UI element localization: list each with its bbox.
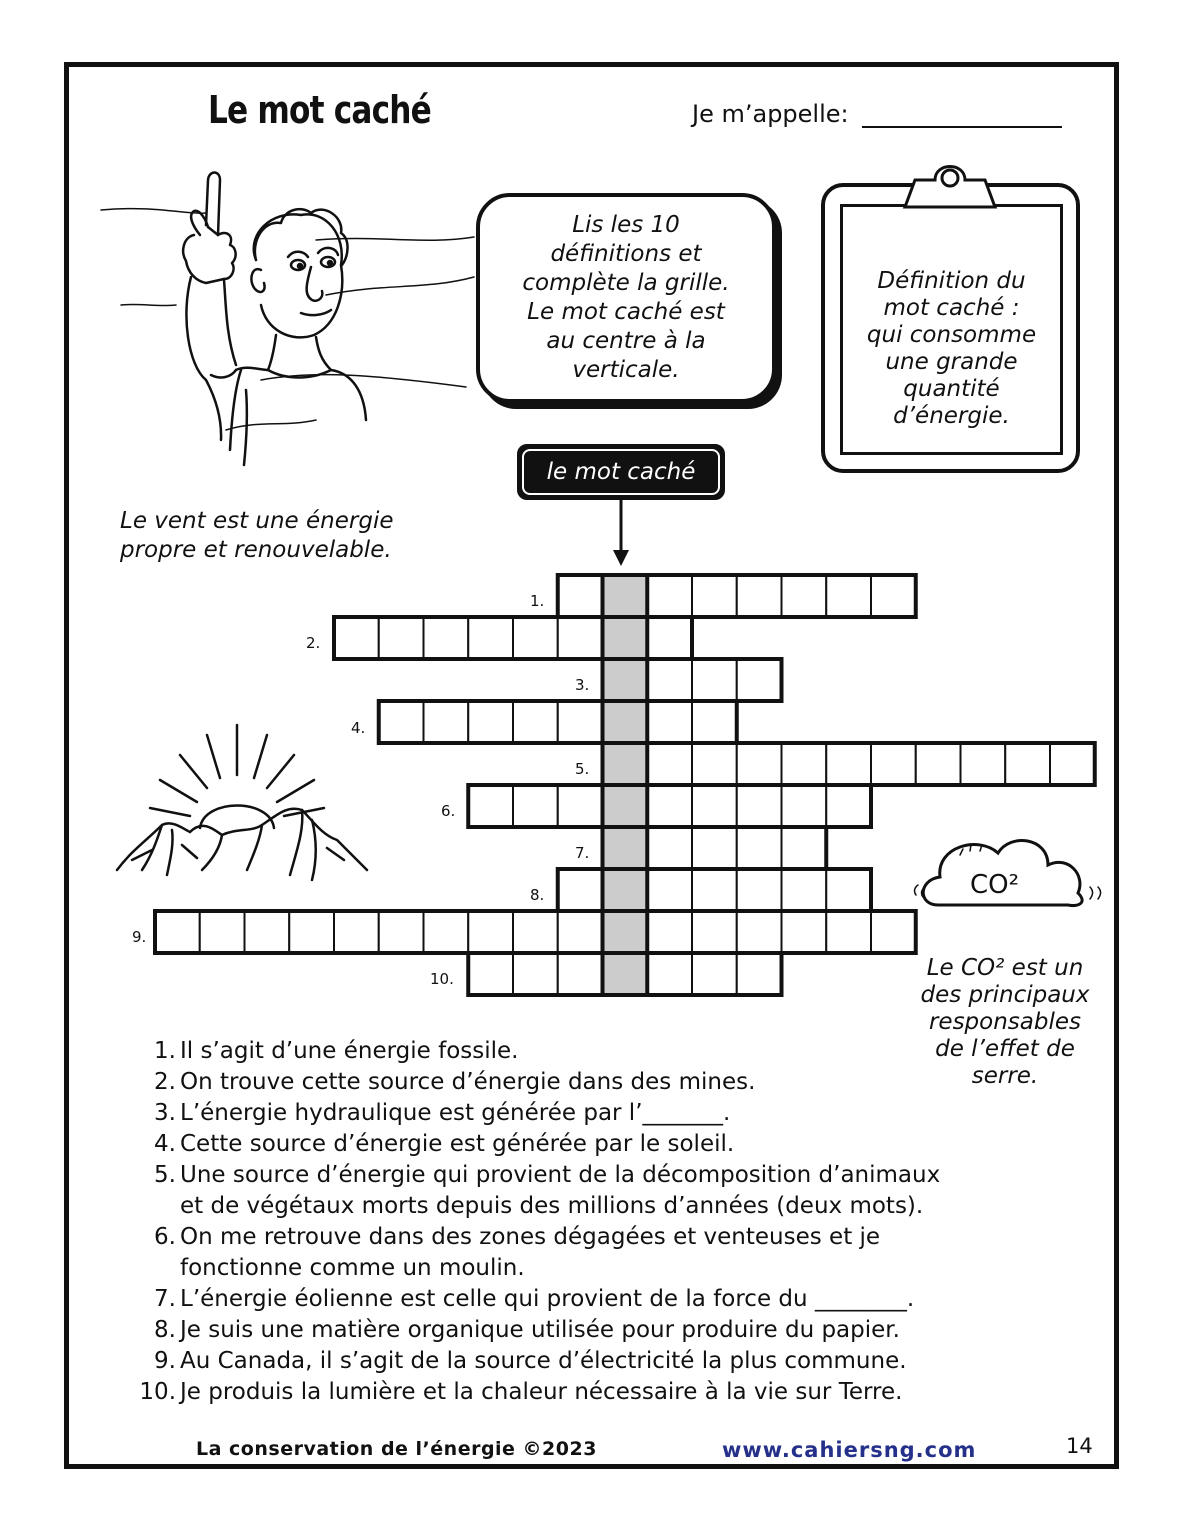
- grid-number-7: 7.: [575, 844, 590, 862]
- instruction-line: Le mot caché est: [527, 299, 725, 325]
- hidden-word-cell[interactable]: [603, 785, 648, 827]
- clue-item: [130, 1346, 940, 1377]
- grid-cell[interactable]: [647, 701, 692, 743]
- wind-caption-line: propre et renouvelable.: [120, 537, 392, 563]
- grid-cell[interactable]: [289, 911, 334, 953]
- instruction-line: verticale.: [572, 357, 680, 383]
- grid-cell[interactable]: [334, 617, 379, 659]
- grid-cell[interactable]: [871, 575, 916, 617]
- grid-number-8: 8.: [530, 886, 545, 904]
- grid-cell[interactable]: [782, 785, 827, 827]
- grid-cell[interactable]: [245, 911, 290, 953]
- hidden-word-cell[interactable]: [603, 659, 648, 701]
- clue-number: 5.: [154, 1162, 176, 1188]
- clue-item: [130, 1377, 940, 1408]
- grid-cell[interactable]: [155, 911, 200, 953]
- clue-number: 2.: [154, 1069, 176, 1095]
- grid-cell[interactable]: [513, 953, 558, 995]
- footer-url-link[interactable]: www.cahiersng.com: [722, 1438, 977, 1462]
- hidden-word-cell[interactable]: [603, 617, 648, 659]
- co2-caption-line: responsables: [928, 1009, 1082, 1035]
- grid-cell[interactable]: [916, 743, 961, 785]
- grid-cell[interactable]: [513, 701, 558, 743]
- clue-number: 3.: [154, 1100, 176, 1126]
- instruction-line: au centre à la: [546, 328, 706, 354]
- clue-item: [130, 1067, 940, 1098]
- grid-cell[interactable]: [826, 785, 871, 827]
- grid-cell[interactable]: [379, 701, 424, 743]
- clue-text: Au Canada, il s’agit de la source d’électricité la plus commune.: [180, 1348, 907, 1374]
- grid-cell[interactable]: [334, 911, 379, 953]
- grid-cell[interactable]: [737, 827, 782, 869]
- co2-caption-line: des principaux: [920, 982, 1090, 1008]
- grid-cell[interactable]: [647, 659, 692, 701]
- grid-cell[interactable]: [647, 575, 692, 617]
- grid-cell[interactable]: [826, 743, 871, 785]
- grid-cell[interactable]: [782, 911, 827, 953]
- grid-cell[interactable]: [692, 953, 737, 995]
- grid-cell[interactable]: [782, 827, 827, 869]
- definition-line: une grande: [885, 349, 1018, 375]
- grid-cell[interactable]: [826, 911, 871, 953]
- instruction-line: complète la grille.: [522, 270, 730, 296]
- grid-cell[interactable]: [737, 659, 782, 701]
- grid-cell[interactable]: [558, 869, 603, 911]
- co2-caption-line: Le CO² est un: [926, 955, 1084, 981]
- grid-cell[interactable]: [379, 911, 424, 953]
- grid-cell[interactable]: [647, 743, 692, 785]
- grid-cell[interactable]: [737, 911, 782, 953]
- grid-cell[interactable]: [737, 953, 782, 995]
- grid-cell[interactable]: [558, 785, 603, 827]
- grid-cell[interactable]: [826, 575, 871, 617]
- page-title: Le mot caché: [208, 88, 431, 132]
- grid-cell[interactable]: [424, 617, 469, 659]
- hidden-word-cell[interactable]: [603, 911, 648, 953]
- hidden-word-cell[interactable]: [603, 701, 648, 743]
- instruction-line: définitions et: [550, 241, 702, 267]
- grid-number-6: 6.: [441, 802, 456, 820]
- clue-number: 10.: [139, 1379, 176, 1405]
- grid-cell[interactable]: [468, 701, 513, 743]
- grid-cell[interactable]: [468, 785, 513, 827]
- grid-cell[interactable]: [647, 827, 692, 869]
- grid-number-1: 1.: [530, 592, 545, 610]
- grid-cell[interactable]: [379, 617, 424, 659]
- clue-text: Je produis la lumière et la chaleur nécessaire à la vie sur Terre.: [180, 1379, 903, 1405]
- grid-cell[interactable]: [558, 575, 603, 617]
- clue-item: [130, 1098, 940, 1129]
- grid-number-2: 2.: [306, 634, 321, 652]
- clue-item: [130, 1222, 940, 1253]
- clue-number: 1.: [154, 1038, 176, 1064]
- grid-cell[interactable]: [513, 785, 558, 827]
- grid-number-9: 9.: [132, 928, 147, 946]
- grid-cell[interactable]: [468, 617, 513, 659]
- co2-caption-line: serre.: [971, 1063, 1039, 1089]
- hidden-word-cell[interactable]: [603, 953, 648, 995]
- grid-cell[interactable]: [737, 743, 782, 785]
- grid-cell[interactable]: [737, 575, 782, 617]
- grid-cell[interactable]: [692, 743, 737, 785]
- definition-line: qui consomme: [866, 322, 1037, 348]
- grid-cell[interactable]: [782, 869, 827, 911]
- hidden-word-cell[interactable]: [603, 827, 648, 869]
- clue-text: On me retrouve dans des zones dégagées et venteuses et je: [180, 1224, 881, 1250]
- clue-text: Une source d’énergie qui provient de la décomposition d’animaux: [180, 1162, 941, 1188]
- grid-cell[interactable]: [692, 911, 737, 953]
- grid-cell[interactable]: [513, 617, 558, 659]
- grid-cell[interactable]: [692, 701, 737, 743]
- clue-number: 7.: [154, 1286, 176, 1312]
- grid-cell[interactable]: [782, 575, 827, 617]
- grid-cell[interactable]: [1050, 743, 1095, 785]
- grid-cell[interactable]: [200, 911, 245, 953]
- clue-item: [130, 1284, 940, 1315]
- grid-cell[interactable]: [424, 701, 469, 743]
- clue-number: 9.: [154, 1348, 176, 1374]
- clue-continuation: fonctionne comme un moulin.: [180, 1255, 525, 1281]
- sun-mountains-illustration: [112, 720, 372, 900]
- clue-text: Il s’agit d’une énergie fossile.: [180, 1038, 519, 1064]
- grid-cell[interactable]: [647, 785, 692, 827]
- hidden-word-cell[interactable]: [603, 575, 648, 617]
- co2-cloud-illustration: [908, 825, 1108, 925]
- clue-list: [130, 1036, 940, 1408]
- clue-item: [130, 1036, 940, 1067]
- wind-caption-line: Le vent est une énergie: [120, 508, 394, 534]
- grid-cell[interactable]: [647, 953, 692, 995]
- grid-number-10: 10.: [430, 970, 454, 988]
- grid-cell[interactable]: [513, 911, 558, 953]
- clue-item: [130, 1129, 940, 1160]
- definition-line: d’énergie.: [893, 403, 1010, 429]
- grid-cell[interactable]: [961, 743, 1006, 785]
- footer-title: La conservation de l’énergie ©2023: [196, 1438, 597, 1460]
- clue-item: [130, 1315, 940, 1346]
- instruction-line: Lis les 10: [572, 212, 680, 238]
- grid-cell[interactable]: [424, 911, 469, 953]
- clue-text: Je suis une matière organique utilisée pour produire du papier.: [180, 1317, 900, 1343]
- clue-number: 4.: [154, 1131, 176, 1157]
- clue-text: L’énergie éolienne est celle qui provient de la force du ________.: [180, 1286, 915, 1312]
- grid-cell[interactable]: [1005, 743, 1050, 785]
- grid-cell[interactable]: [692, 785, 737, 827]
- grid-cell[interactable]: [871, 743, 916, 785]
- co2-caption-line: de l’effet de: [935, 1036, 1075, 1062]
- grid-cell[interactable]: [558, 953, 603, 995]
- hidden-word-cell[interactable]: [603, 869, 648, 911]
- definition-line: quantité: [903, 376, 1000, 402]
- grid-cell[interactable]: [692, 827, 737, 869]
- grid-cell[interactable]: [692, 869, 737, 911]
- grid-cell[interactable]: [692, 575, 737, 617]
- clue-number: 6.: [154, 1224, 176, 1250]
- clue-text: On trouve cette source d’énergie dans des mines.: [180, 1069, 756, 1095]
- clue-continuation: et de végétaux morts depuis des millions d’années (deux mots).: [180, 1193, 924, 1219]
- grid-cell[interactable]: [558, 617, 603, 659]
- hidden-word-tag: le mot caché: [522, 449, 720, 495]
- grid-cell[interactable]: [826, 869, 871, 911]
- grid-cell[interactable]: [782, 743, 827, 785]
- grid-number-4: 4.: [351, 719, 366, 737]
- grid-cell[interactable]: [692, 659, 737, 701]
- definition-line: Définition du: [877, 268, 1026, 294]
- co2-label: CO²: [970, 870, 1020, 900]
- grid-cell[interactable]: [647, 869, 692, 911]
- grid-number-5: 5.: [575, 760, 590, 778]
- grid-cell[interactable]: [558, 701, 603, 743]
- grid-cell[interactable]: [737, 869, 782, 911]
- hidden-word-cell[interactable]: [603, 743, 648, 785]
- page-number: 14: [1066, 1434, 1093, 1458]
- definition-line: mot caché :: [883, 295, 1020, 321]
- clue-text: L’énergie hydraulique est générée par l’_______.: [180, 1100, 731, 1126]
- clue-item: [130, 1160, 940, 1191]
- grid-cell[interactable]: [647, 617, 692, 659]
- grid-cell[interactable]: [737, 785, 782, 827]
- name-label: Je m’appelle:: [692, 100, 849, 128]
- clue-text: Cette source d’énergie est générée par le soleil.: [180, 1131, 735, 1157]
- grid-cell[interactable]: [647, 911, 692, 953]
- grid-cell[interactable]: [558, 911, 603, 953]
- grid-cell[interactable]: [468, 911, 513, 953]
- clue-number: 8.: [154, 1317, 176, 1343]
- grid-number-3: 3.: [575, 676, 590, 694]
- grid-cell[interactable]: [468, 953, 513, 995]
